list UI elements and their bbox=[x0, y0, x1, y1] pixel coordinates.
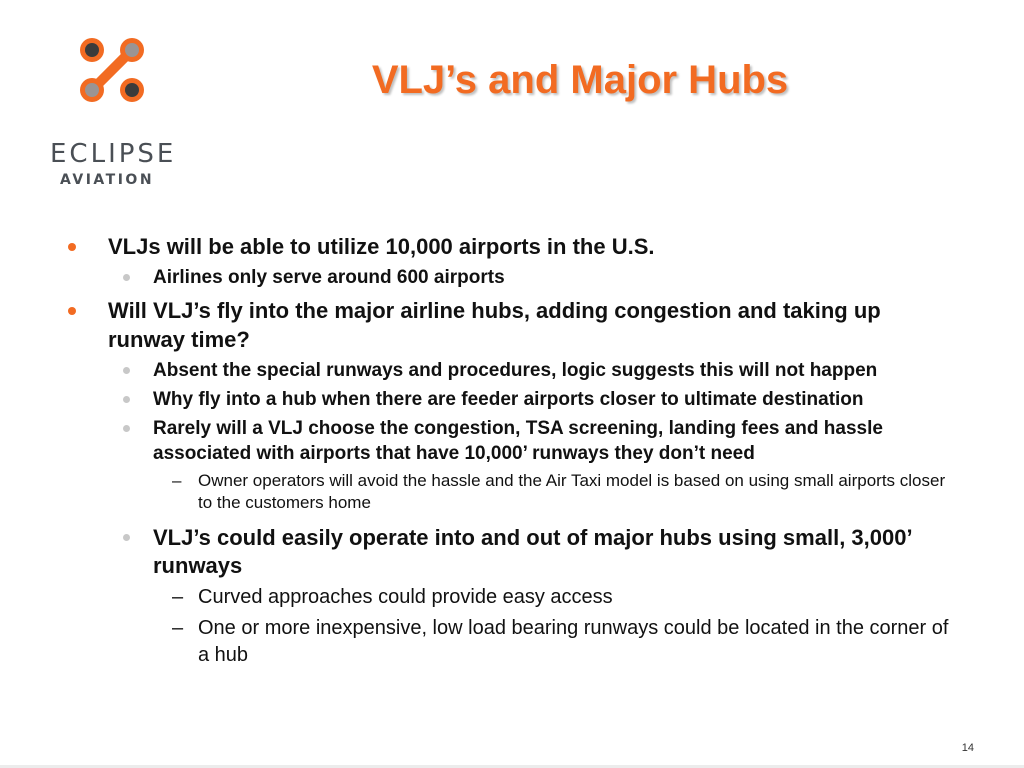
bullet-dot-icon bbox=[123, 534, 130, 541]
bullet-text: Absent the special runways and procedures, logic suggests this will not happen bbox=[153, 360, 878, 381]
page-number: 14 bbox=[961, 742, 974, 754]
dash-marker: – bbox=[172, 586, 184, 608]
bullet-dot-icon bbox=[123, 367, 130, 374]
dash-marker: – bbox=[172, 617, 184, 639]
bullet-text: One or more inexpensive, low load bearing runways could be located in the corner of a hub bbox=[198, 617, 949, 666]
sub-bullet-item bbox=[64, 387, 954, 412]
sub-bullet-item bbox=[64, 265, 954, 290]
slide-title: VLJ’s and Major Hubs bbox=[371, 58, 789, 102]
bullet-text: Why fly into a hub when there are feeder airports closer to ultimate destination bbox=[153, 389, 864, 410]
bullet-text: VLJs will be able to utilize 10,000 airports in the U.S. bbox=[108, 234, 655, 259]
bullet-text: Rarely will a VLJ choose the congestion, TSA screening, landing fees and hassle associated with airports that have 10,000’ runways they don’t need bbox=[153, 418, 883, 464]
sub-bullet-item bbox=[64, 524, 954, 580]
dash-item bbox=[64, 470, 954, 514]
logo-wordmark: ECLIPSE bbox=[50, 139, 177, 169]
bullet-text: Airlines only serve around 600 airports bbox=[153, 267, 505, 288]
bullet-dot-icon bbox=[123, 396, 130, 403]
bullet-dot-icon bbox=[123, 425, 130, 432]
eclipse-logo-icon bbox=[76, 34, 148, 106]
bullet-text: Will VLJ’s fly into the major airline hubs, adding congestion and taking up runway time? bbox=[108, 298, 881, 352]
eclipse-aviation-logo bbox=[50, 32, 177, 192]
bullet-item bbox=[64, 296, 954, 354]
sub-bullet-item bbox=[64, 358, 954, 383]
bullet-text: Owner operators will avoid the hassle and the Air Taxi model is based on using small airports closer to the customers home bbox=[198, 471, 946, 512]
dash-item bbox=[64, 615, 954, 669]
bullet-text: VLJ’s could easily operate into and out of major hubs using small, 3,000’ runways bbox=[153, 525, 912, 578]
dash-item bbox=[64, 584, 954, 611]
bullet-dot-icon bbox=[68, 307, 76, 315]
logo-subtitle: AVIATION bbox=[60, 172, 155, 188]
bullet-dot-icon bbox=[123, 274, 130, 281]
bullet-list bbox=[64, 226, 954, 669]
bullet-text: Curved approaches could provide easy access bbox=[198, 586, 613, 608]
sub-bullet-item bbox=[64, 416, 954, 466]
dash-marker: – bbox=[172, 471, 182, 490]
bullet-item bbox=[64, 232, 954, 261]
bullet-dot-icon bbox=[68, 243, 76, 251]
